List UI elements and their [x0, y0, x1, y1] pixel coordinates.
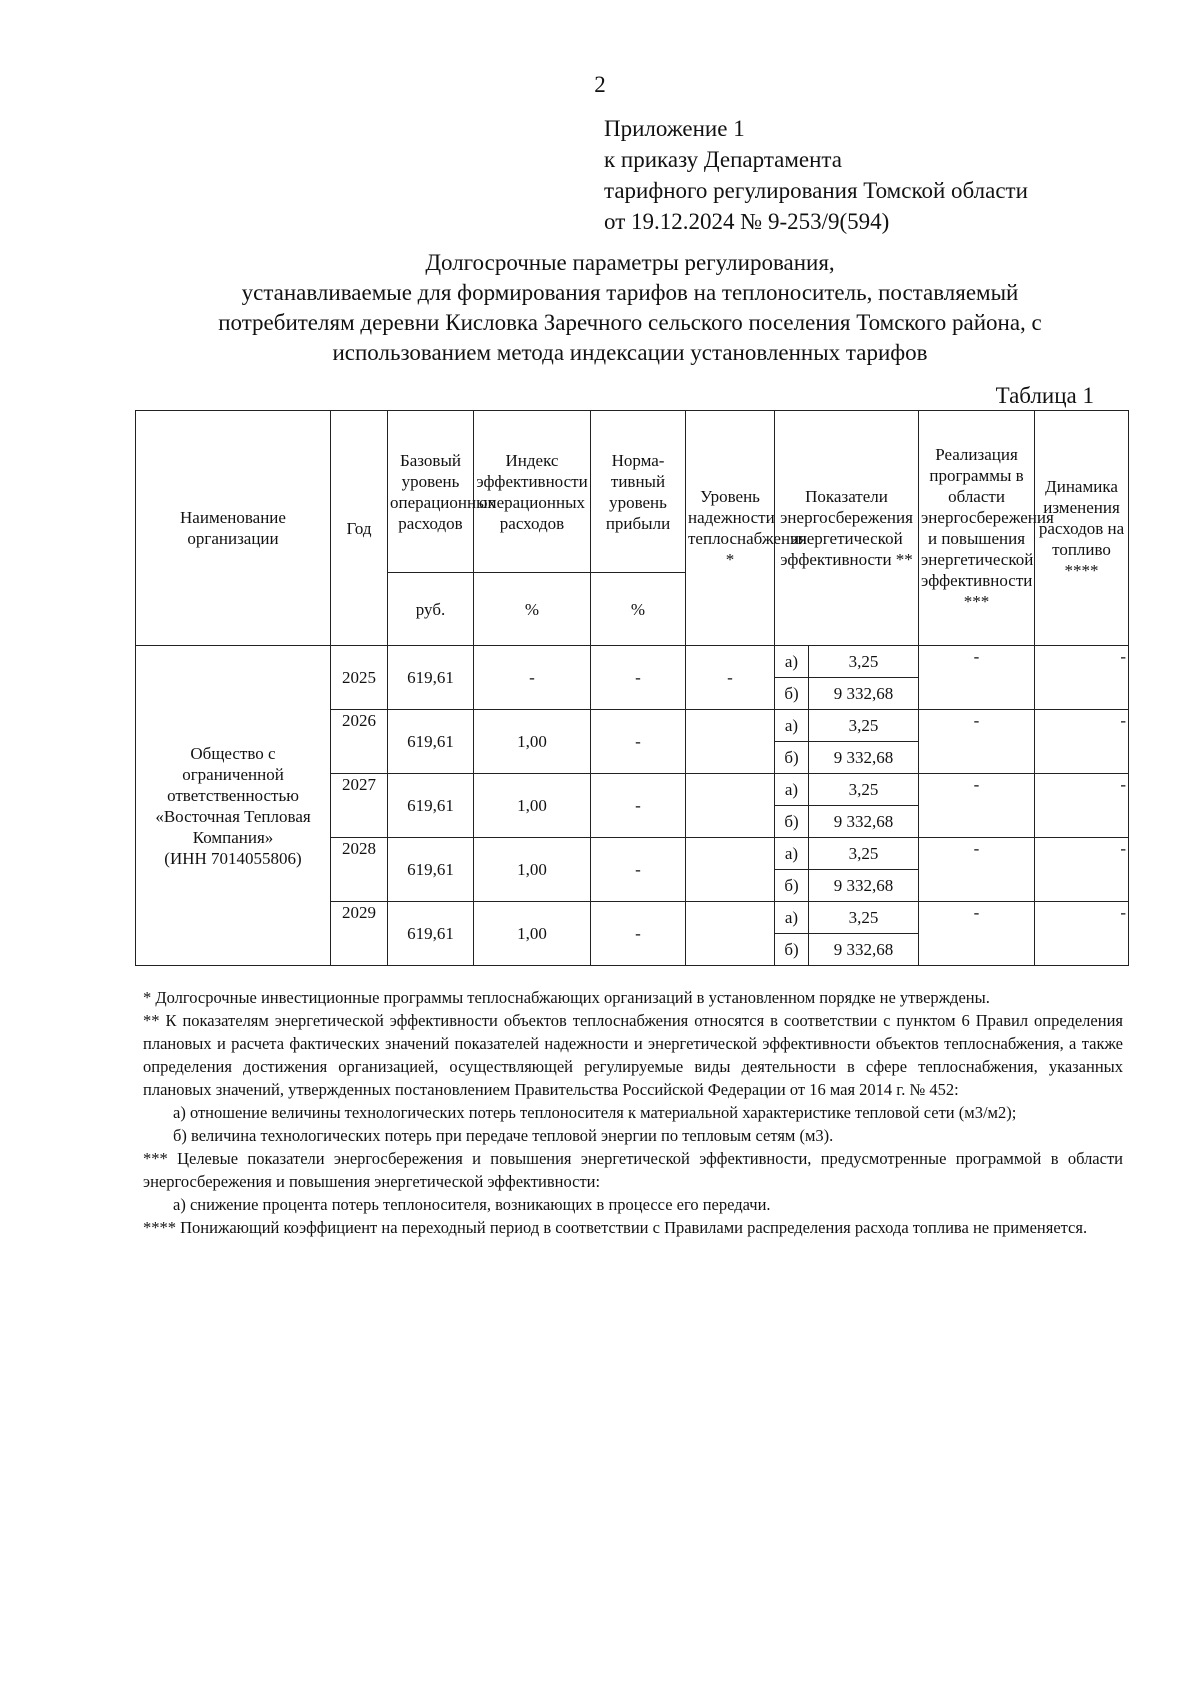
- year-cell: 2029: [331, 902, 388, 966]
- footnote-3a: а) снижение процента потерь теплоносителя, возникающих в процессе его передачи.: [173, 1195, 771, 1214]
- reliability-cell: [686, 710, 775, 774]
- index-cell: 1,00: [474, 774, 591, 838]
- year-cell: 2026: [331, 710, 388, 774]
- footnote-2: ** К показателям энергетической эффективности объектов теплоснабжения относятся в соответствии с пунктом 6 Правил определения плановых и расчета фактических значений показателей надежности и энергетической эффективности объектов теплоснабжения, а также определения достижения организацией, осуществляющей регулируемые виды деятельности в сфере теплоснабжения, указанных плановых значений, утвержденных постановлением Правительства Российской Федерации от 16 мая 2014 г. № 452:: [143, 1011, 1123, 1099]
- indicator-a-value: 3,25: [809, 902, 919, 934]
- footnote-1: * Долгосрочные инвестиционные программы теплоснабжающих организаций в установленном порядке не утверждены.: [143, 988, 990, 1007]
- header-year: Год: [331, 411, 388, 646]
- indicator-a-value: 3,25: [809, 774, 919, 806]
- reliability-cell: -: [686, 646, 775, 710]
- appendix-header: [604, 113, 1028, 237]
- footnote-2a: а) отношение величины технологических потерь теплоносителя к материальной характеристике тепловой сети (м3/м2);: [173, 1103, 1017, 1122]
- profit-cell: -: [591, 710, 686, 774]
- indicator-a-label: а): [775, 902, 809, 934]
- footnote-4: **** Понижающий коэффициент на переходный период в соответствии с Правилами распределения расхода топлива не применяется.: [143, 1218, 1088, 1237]
- base-cell: 619,61: [388, 838, 474, 902]
- org-line: ответственностью: [167, 785, 299, 805]
- fuel-cell: -: [1035, 710, 1129, 774]
- fuel-cell: -: [1035, 902, 1129, 966]
- reliability-cell: [686, 838, 775, 902]
- org-line: «Восточная Тепловая: [155, 806, 311, 826]
- indicator-b-label: б): [775, 934, 809, 966]
- base-cell: 619,61: [388, 646, 474, 710]
- reliability-cell: [686, 774, 775, 838]
- program-cell: -: [919, 710, 1035, 774]
- profit-cell: -: [591, 774, 686, 838]
- header-energy-indicators: Показатели энергосбережения энергетической эффективности **: [775, 411, 919, 646]
- program-cell: -: [919, 774, 1035, 838]
- organization-name: [136, 646, 331, 966]
- indicator-a-label: а): [775, 838, 809, 870]
- index-cell: 1,00: [474, 902, 591, 966]
- org-line: (ИНН 7014055806): [164, 848, 302, 868]
- header-organization: Наименование организации: [136, 411, 331, 646]
- indicator-a-value: 3,25: [809, 710, 919, 742]
- header-reliability: Уровень надежности теплоснабжения *: [686, 411, 775, 646]
- appendix-line: тарифного регулирования Томской области: [604, 178, 1028, 203]
- indicator-a-value: 3,25: [809, 646, 919, 678]
- indicator-b-label: б): [775, 742, 809, 774]
- footnote-2b: б) величина технологических потерь при передаче тепловой энергии по тепловым сетям (м3).: [173, 1126, 834, 1145]
- title-line: использованием метода индексации установленных тарифов: [332, 340, 928, 365]
- appendix-line: к приказу Департамента: [604, 147, 842, 172]
- header-base-level: Базовый уровень операционных расходов: [388, 411, 474, 573]
- indicator-b-value: 9 332,68: [809, 742, 919, 774]
- indicator-a-label: а): [775, 646, 809, 678]
- header-fuel-dynamics: Динамика изменения расходов на топливо ****: [1035, 411, 1129, 646]
- base-cell: 619,61: [388, 902, 474, 966]
- appendix-line: Приложение 1: [604, 116, 745, 141]
- indicator-a-label: а): [775, 710, 809, 742]
- indicator-b-value: 9 332,68: [809, 806, 919, 838]
- org-line: Общество с: [190, 743, 276, 763]
- base-cell: 619,61: [388, 710, 474, 774]
- profit-cell: -: [591, 902, 686, 966]
- year-cell: 2025: [331, 646, 388, 710]
- fuel-cell: -: [1035, 838, 1129, 902]
- indicator-a-value: 3,25: [809, 838, 919, 870]
- year-cell: 2027: [331, 774, 388, 838]
- unit-rubles: руб.: [388, 573, 474, 646]
- indicator-b-value: 9 332,68: [809, 934, 919, 966]
- org-line: Компания»: [192, 827, 274, 847]
- indicator-b-label: б): [775, 870, 809, 902]
- index-cell: -: [474, 646, 591, 710]
- index-cell: 1,00: [474, 838, 591, 902]
- indicator-a-label: а): [775, 774, 809, 806]
- table-label: Таблица 1: [995, 383, 1094, 408]
- title-line: Долгосрочные параметры регулирования,: [425, 250, 835, 275]
- program-cell: -: [919, 646, 1035, 710]
- indicator-b-label: б): [775, 806, 809, 838]
- header-profit-level: Норма-тивный уровень прибыли: [591, 411, 686, 573]
- parameters-table: [135, 410, 1129, 966]
- header-energy-program: Реализация программы в области энергосбережения и повышения энергетической эффективности ***: [919, 411, 1035, 646]
- program-cell: -: [919, 902, 1035, 966]
- footnotes: [143, 986, 1123, 1239]
- title-line: устанавливаемые для формирования тарифов на теплоноситель, поставляемый: [241, 280, 1019, 305]
- year-cell: 2028: [331, 838, 388, 902]
- index-cell: 1,00: [474, 710, 591, 774]
- document-title: [130, 248, 1130, 368]
- profit-cell: -: [591, 838, 686, 902]
- title-line: потребителям деревни Кисловка Заречного сельского поселения Томского района, с: [218, 310, 1042, 335]
- base-cell: 619,61: [388, 774, 474, 838]
- appendix-line: от 19.12.2024 № 9-253/9(594): [604, 209, 890, 234]
- footnote-3: *** Целевые показатели энергосбережения и повышения энергетической эффективности, предусмотренные программой в области энергосбережения и повышения энергетической эффективности:: [143, 1149, 1123, 1191]
- unit-percent: %: [591, 573, 686, 646]
- fuel-cell: -: [1035, 646, 1129, 710]
- unit-percent: %: [474, 573, 591, 646]
- indicator-b-label: б): [775, 678, 809, 710]
- fuel-cell: -: [1035, 774, 1129, 838]
- page-number: 2: [594, 72, 606, 97]
- indicator-b-value: 9 332,68: [809, 678, 919, 710]
- profit-cell: -: [591, 646, 686, 710]
- program-cell: -: [919, 838, 1035, 902]
- indicator-b-value: 9 332,68: [809, 870, 919, 902]
- reliability-cell: [686, 902, 775, 966]
- header-efficiency-index: Индекс эффективности операционных расходов: [474, 411, 591, 573]
- org-line: ограниченной: [182, 764, 284, 784]
